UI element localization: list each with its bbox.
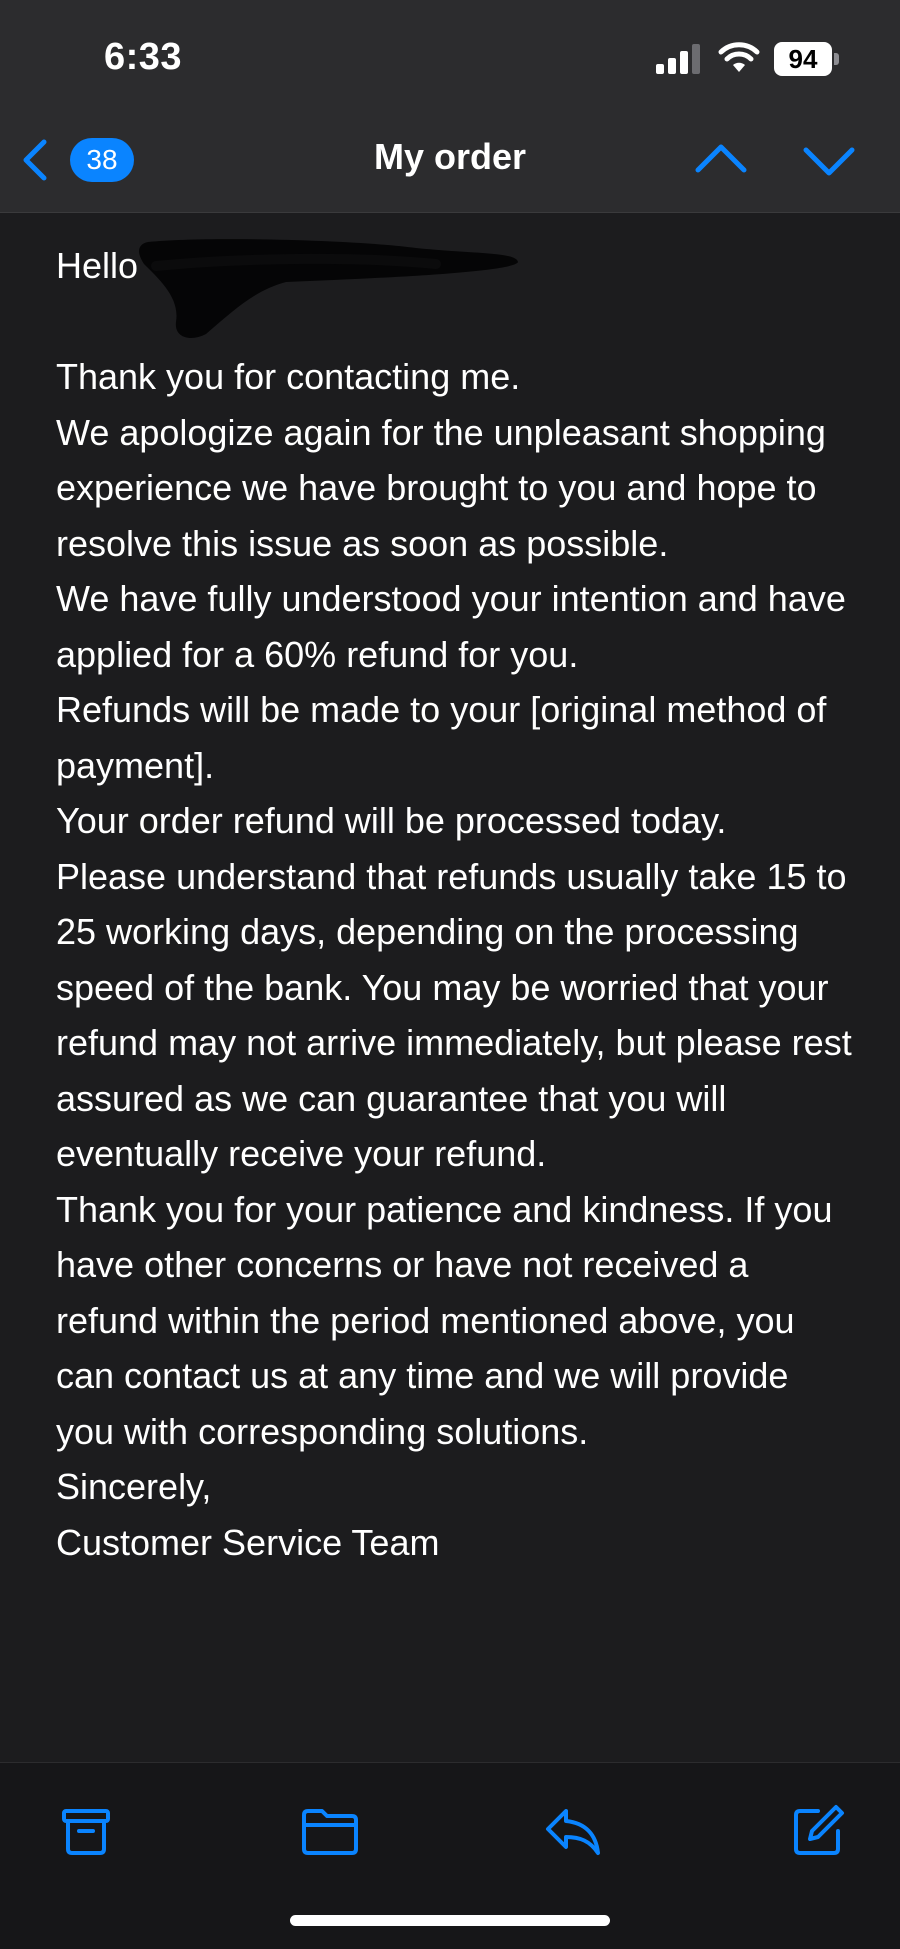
next-message-chevron-down-icon[interactable] (802, 144, 856, 180)
bottom-toolbar (0, 1762, 900, 1949)
reply-icon[interactable] (542, 1801, 602, 1861)
paragraph-spacer (56, 294, 856, 350)
archive-icon[interactable] (56, 1801, 116, 1861)
email-line-3: We have fully understood your intention and have applied for a 60% refund for you. (56, 578, 846, 675)
compose-icon[interactable] (788, 1801, 848, 1861)
email-signature: Customer Service Team (56, 1521, 440, 1563)
wifi-icon (718, 42, 760, 74)
back-chevron-icon[interactable] (18, 136, 52, 184)
email-line-1: Thank you for contacting me. (56, 356, 521, 397)
home-indicator[interactable] (290, 1915, 610, 1926)
folder-icon[interactable] (300, 1801, 360, 1861)
greeting-line (56, 238, 856, 294)
email-body (56, 238, 856, 1570)
email-line-5: Your order refund will be processed today. (56, 800, 727, 841)
email-line-7: Thank you for your patience and kindness. If you have other concerns or have not received a refund within the period mentioned above, you can contact us at any time and we will provide you with corresponding solutions. (56, 1188, 833, 1452)
status-time: 6:33 (104, 36, 183, 78)
greeting-text: Hello (56, 245, 139, 286)
battery-icon (774, 42, 840, 76)
email-signoff: Sincerely, (56, 1466, 212, 1507)
unread-count-badge[interactable]: 38 (70, 138, 134, 182)
email-line-4: Refunds will be made to your [original method of payment]. (56, 689, 827, 786)
previous-message-chevron-up-icon[interactable] (694, 140, 748, 176)
email-line-2: We apologize again for the unpleasant shopping experience we have brought to you and hope to resolve this issue as soon as possible. (56, 411, 826, 564)
battery-level: 94 (774, 42, 832, 76)
top-bar (0, 0, 900, 213)
battery-tip (834, 53, 839, 65)
page-title: My order (373, 136, 527, 177)
email-line-6: Please understand that refunds usually take 15 to 25 working days, depending on the processing speed of the bank. You may be worried that your refund may not arrive immediately, but please rest assured as we can guarantee that you will eventually receive your refund. (56, 855, 852, 1174)
cellular-signal-icon (656, 44, 704, 74)
